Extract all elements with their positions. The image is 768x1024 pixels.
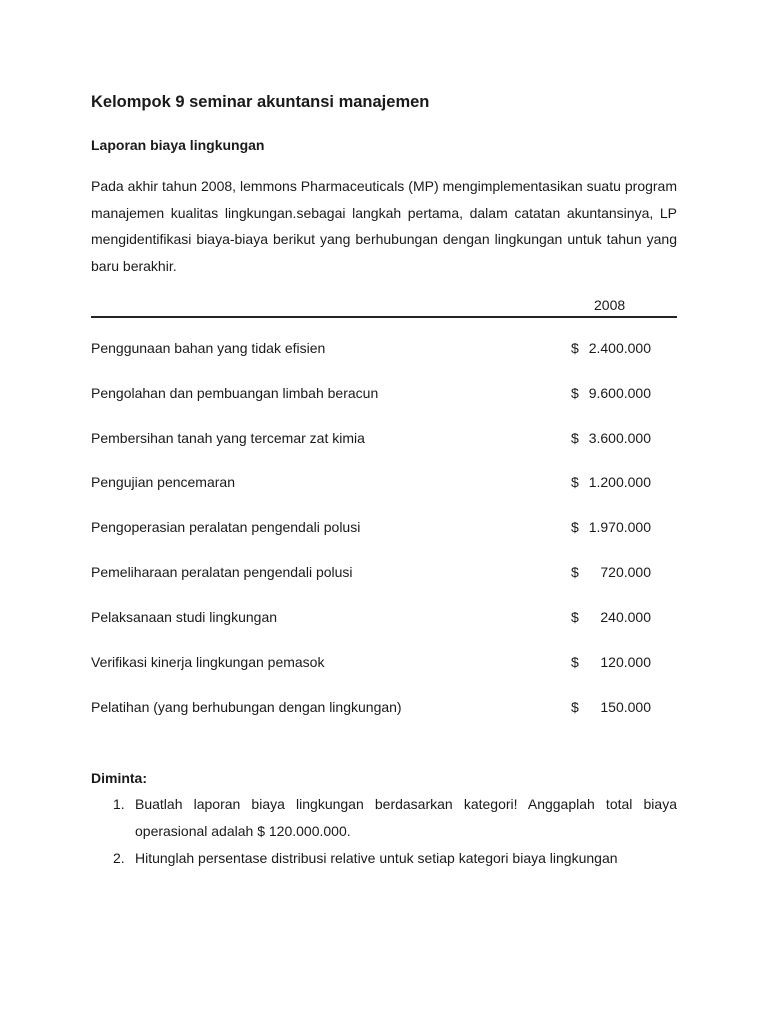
currency-symbol: $ [571, 564, 579, 580]
requirement-number: 1. [113, 796, 125, 812]
requirement-item [91, 791, 677, 845]
table-row [91, 430, 677, 450]
table-row [91, 519, 677, 539]
requirements-heading: Diminta: [91, 770, 147, 786]
cost-amount: 9.600.000 [588, 385, 651, 401]
cost-amount: 240.000 [600, 609, 651, 625]
cost-label: Pelatihan (yang berhubungan dengan lingkungan) [91, 699, 402, 715]
cost-amount: 3.600.000 [588, 430, 651, 446]
requirement-text: Buatlah laporan biaya lingkungan berdasarkan kategori! Anggaplah total biaya operasional adalah $ 120.000.000. [135, 796, 677, 839]
table-row [91, 385, 677, 405]
currency-symbol: $ [571, 340, 579, 356]
cost-amount: 2.400.000 [588, 340, 651, 356]
requirement-text: Hitunglah persentase distribusi relative untuk setiap kategori biaya lingkungan [135, 850, 618, 866]
year-column-header: 2008 [594, 297, 626, 313]
intro-paragraph: Pada akhir tahun 2008, lemmons Pharmaceuticals (MP) mengimplementasikan suatu program manajemen kualitas lingkungan.sebagai langkah pertama, dalam catatan akuntansinya, LP mengidentifikasi biaya-biaya berikut yang berhubungan dengan lingkungan untuk tahun yang baru berakhir. [91, 178, 677, 274]
cost-label: Pembersihan tanah yang tercemar zat kimia [91, 430, 365, 446]
cost-label: Pengujian pencemaran [91, 474, 235, 490]
cost-amount: 150.000 [600, 699, 651, 715]
document-subtitle: Laporan biaya lingkungan [91, 137, 265, 153]
table-row [91, 474, 677, 494]
cost-label: Verifikasi kinerja lingkungan pemasok [91, 654, 325, 670]
currency-symbol: $ [571, 430, 579, 446]
table-row [91, 654, 677, 674]
currency-symbol: $ [571, 385, 579, 401]
currency-symbol: $ [571, 519, 579, 535]
table-row [91, 609, 677, 629]
cost-amount: 120.000 [600, 654, 651, 670]
document-title: Kelompok 9 seminar akuntansi manajemen [91, 93, 430, 111]
cost-amount: 1.970.000 [588, 519, 651, 535]
table-header-rule [91, 316, 677, 318]
table-row [91, 340, 677, 360]
currency-symbol: $ [571, 474, 579, 490]
cost-amount: 1.200.000 [588, 474, 651, 490]
currency-symbol: $ [571, 654, 579, 670]
currency-symbol: $ [571, 609, 579, 625]
requirement-item [91, 845, 677, 872]
table-row [91, 699, 677, 719]
currency-symbol: $ [571, 699, 579, 715]
cost-label: Pengoperasian peralatan pengendali polusi [91, 519, 361, 535]
cost-label: Penggunaan bahan yang tidak efisien [91, 340, 326, 356]
table-row [91, 564, 677, 584]
cost-label: Pemeliharaan peralatan pengendali polusi [91, 564, 353, 580]
cost-label: Pelaksanaan studi lingkungan [91, 609, 278, 625]
cost-amount: 720.000 [600, 564, 651, 580]
requirement-number: 2. [113, 850, 125, 866]
cost-label: Pengolahan dan pembuangan limbah beracun [91, 385, 379, 401]
